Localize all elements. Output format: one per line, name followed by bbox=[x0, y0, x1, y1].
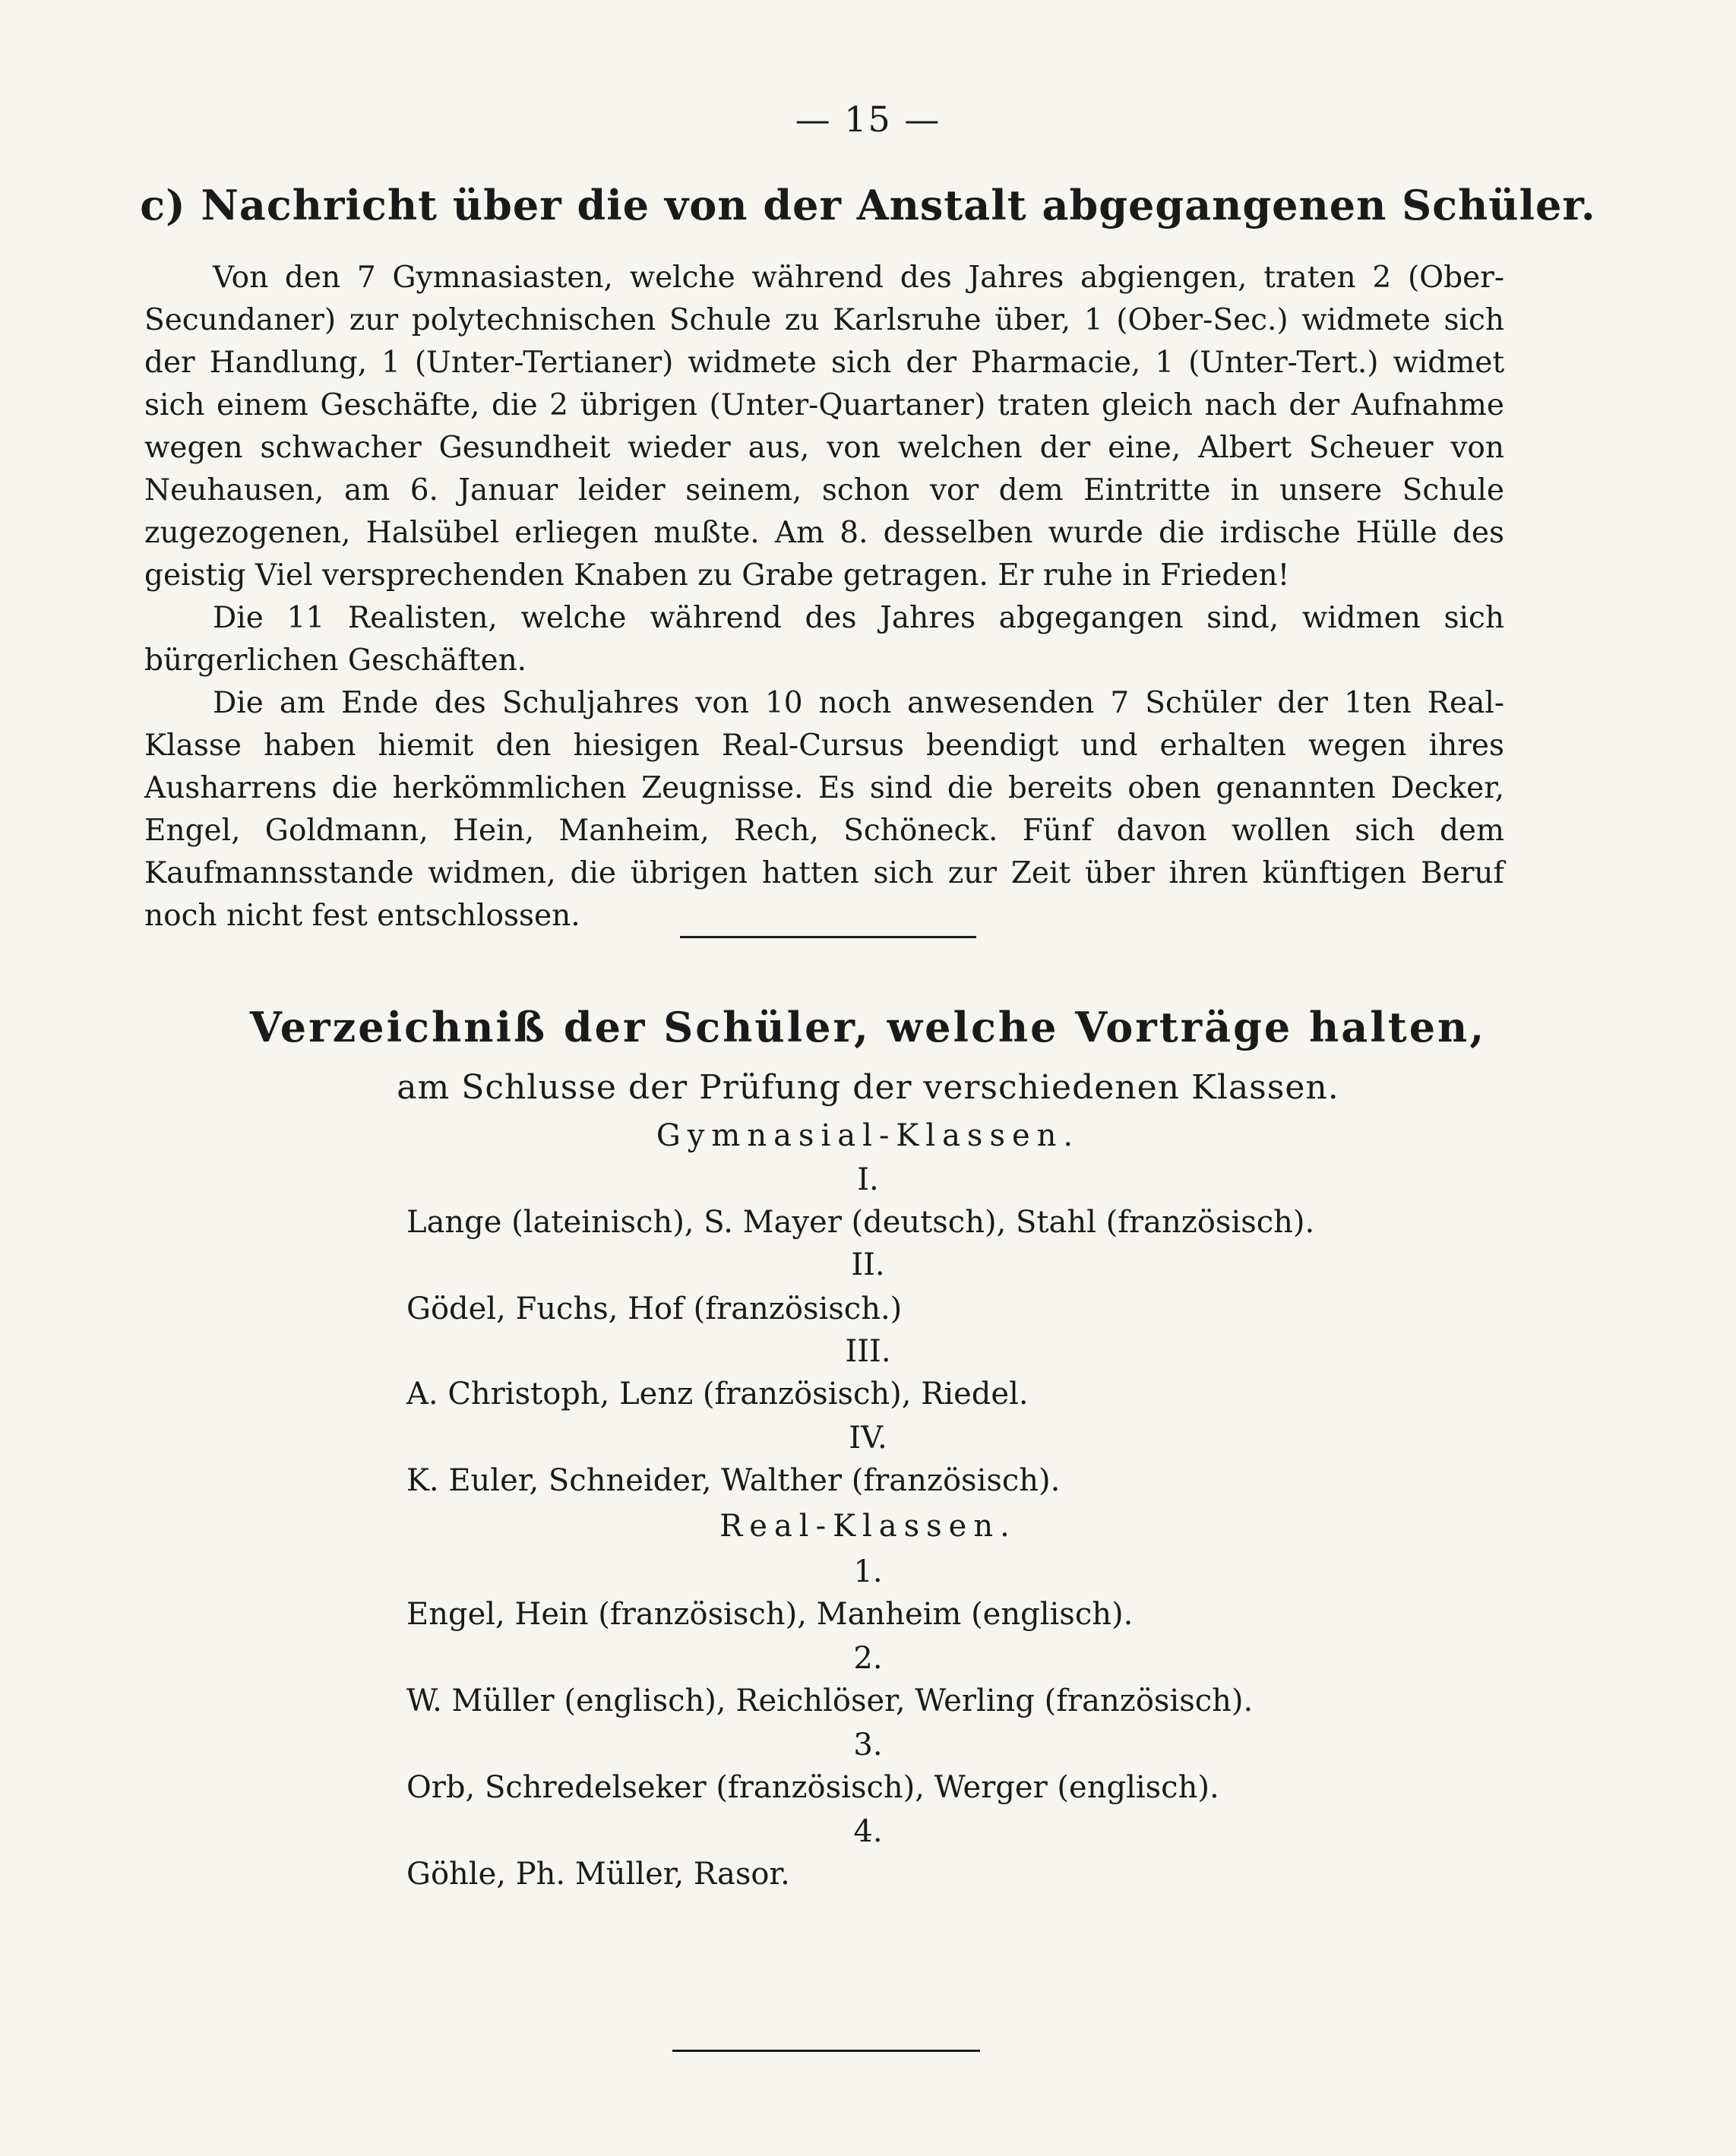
class-label: I. bbox=[857, 1162, 879, 1197]
class-label: 1. bbox=[853, 1554, 883, 1589]
class-entry: A. Christoph, Lenz (französisch), Riedel. bbox=[406, 1377, 1029, 1412]
class-label: II. bbox=[851, 1247, 885, 1282]
gymnasial-heading: Gymnasial-Klassen. bbox=[656, 1118, 1080, 1153]
class-entry: Orb, Schredelseker (französisch), Werger (englisch). bbox=[406, 1770, 1219, 1805]
class-label: 4. bbox=[853, 1814, 883, 1849]
class-entry: W. Müller (englisch), Reichlöser, Werling (französisch). bbox=[406, 1683, 1254, 1718]
class-entry: K. Euler, Schneider, Walther (französisch). bbox=[406, 1463, 1061, 1498]
body-text bbox=[144, 257, 1504, 937]
class-entry: Lange (lateinisch), S. Mayer (deutsch), Stahl (französisch). bbox=[406, 1205, 1315, 1240]
real-heading: Real-Klassen. bbox=[719, 1509, 1017, 1544]
section-heading: c) Nachricht über die von der Anstalt abgegangenen Schüler. bbox=[140, 181, 1596, 229]
class-entry: Engel, Hein (französisch), Manheim (englisch). bbox=[406, 1597, 1134, 1632]
class-label: 2. bbox=[853, 1641, 883, 1676]
end-rule bbox=[672, 2050, 980, 2052]
class-entry: Gödel, Fuchs, Hof (französisch.) bbox=[406, 1291, 903, 1326]
divider-rule bbox=[680, 936, 976, 938]
paragraph-graduating-students: Die am Ende des Schuljahres von 10 noch anwesenden 7 Schüler der 1ten Real-Klasse haben hiemit den hiesigen Real-Cursus beendigt und erhalten wegen ihres Ausharrens die herkömmlichen Zeugnisse. Es sind die bereits oben genannten Decker, Engel, Goldmann, Hein, Manheim, Rech, Schöneck. Fünf davon wollen sich dem Kaufmannsstande widmen, die übrigen hatten sich zur Zeit über ihren künftigen Beruf noch nicht fest entschlossen. bbox=[144, 686, 1504, 933]
class-label: 3. bbox=[853, 1728, 883, 1762]
list-title: Verzeichniß der Schüler, welche Vorträge halten, bbox=[249, 1003, 1487, 1051]
class-label: IV. bbox=[849, 1421, 887, 1456]
page-number: — 15 — bbox=[795, 99, 941, 140]
class-entry: Göhle, Ph. Müller, Rasor. bbox=[406, 1857, 790, 1892]
paragraph-departed-gymnasiasts: Von den 7 Gymnasiasten, welche während des Jahres abgiengen, traten 2 (Ober-Secundaner) zur polytechnischen Schule zu Karlsruhe über, 1 (Ober-Sec.) widmete sich der Handlung, 1 (Unter-Tertianer) widmete sich der Pharmacie, 1 (Unter-Tert.) widmet sich einem Geschäfte, die 2 übrigen (Unter-Quartaner) traten gleich nach der Aufnahme wegen schwacher Gesundheit wieder aus, von welchen der eine, Albert Scheuer von Neuhausen, am 6. Januar leider seinem, schon vor dem Eintritte in unsere Schule zugezogenen, Halsübel erliegen mußte. Am 8. desselben wurde die irdische Hülle des geistig Viel versprechenden Knaben zu Grabe getragen. Er ruhe in Frieden! bbox=[144, 261, 1504, 593]
list-subtitle: am Schlusse der Prüfung der verschiedenen Klassen. bbox=[397, 1068, 1339, 1107]
paragraph-departed-realists: Die 11 Realisten, welche während des Jahres abgegangen sind, widmen sich bürgerlichen Geschäften. bbox=[144, 601, 1504, 678]
class-label: III. bbox=[845, 1334, 891, 1369]
